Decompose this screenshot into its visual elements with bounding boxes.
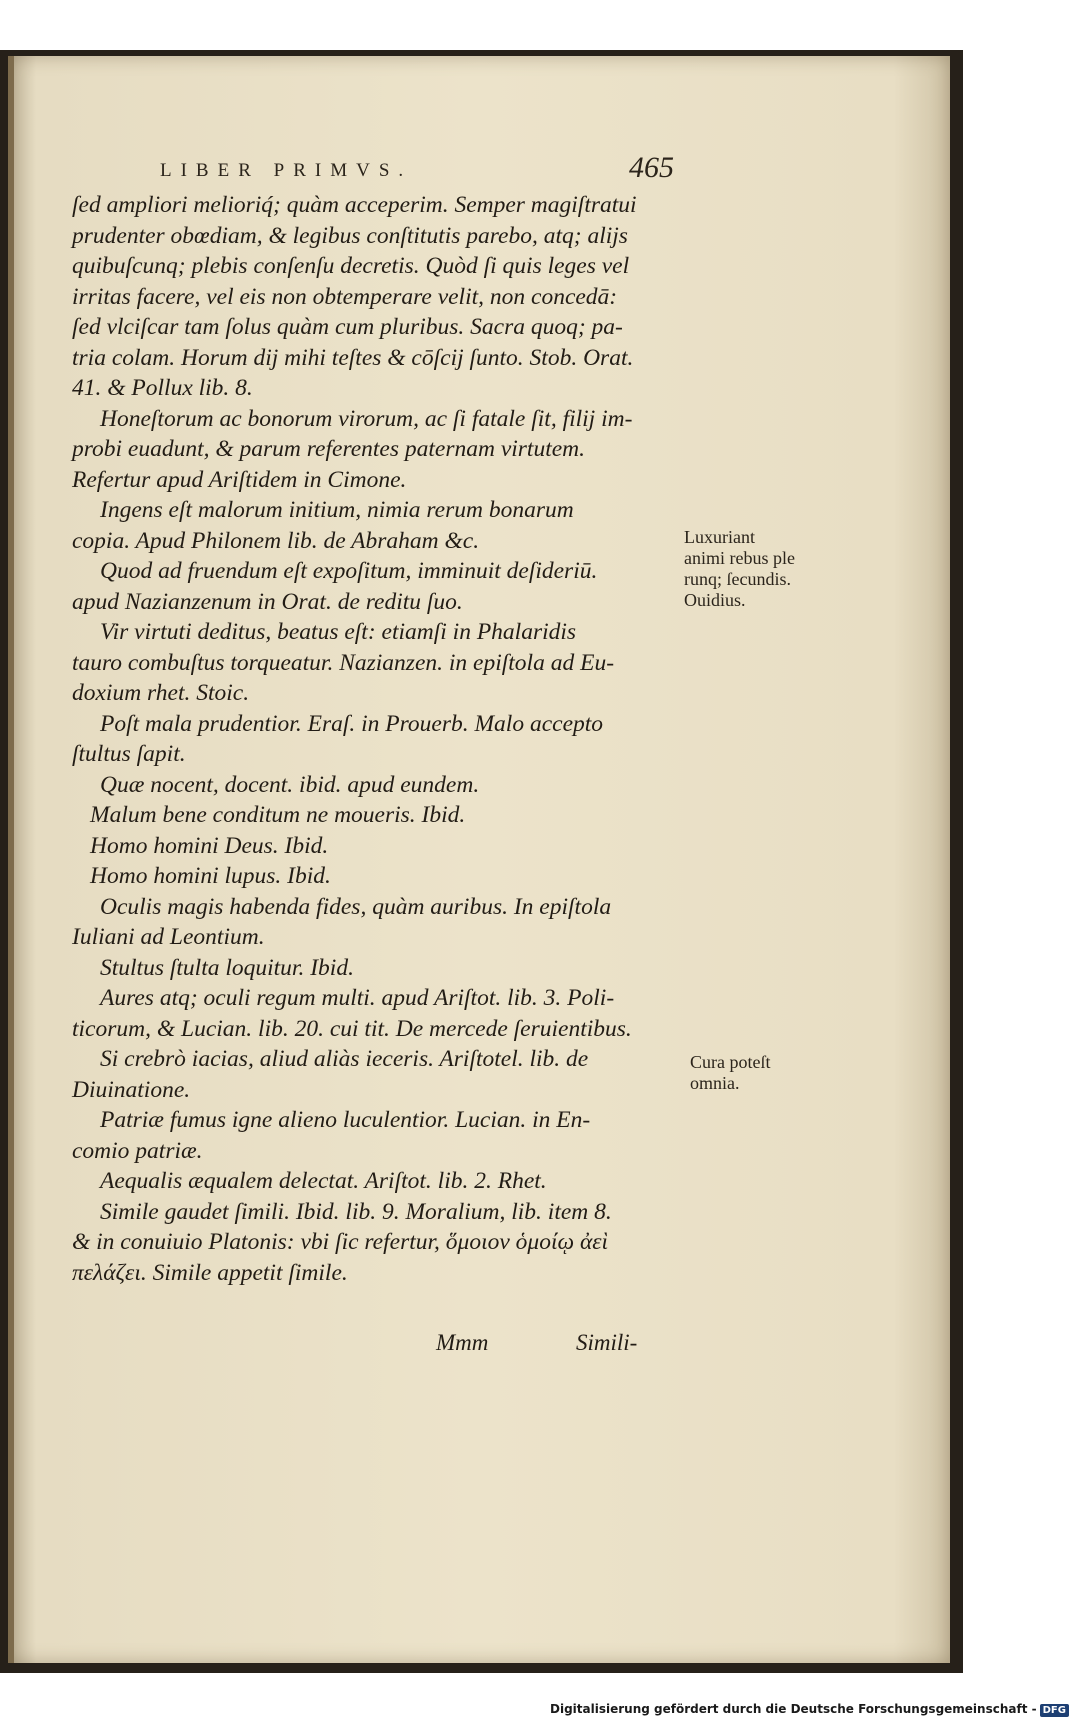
dfg-logo-icon: DFG [1040, 1704, 1069, 1717]
text-line: irritas facere, vel eis non obtemperare velit, non concedā: [72, 283, 618, 310]
margin-line: Cura poteſt [690, 1052, 771, 1072]
text-line: Homo homini Deus. Ibid. [90, 832, 329, 859]
text-line: ſtultus ſapit. [72, 741, 186, 767]
page-body-text [72, 190, 672, 1288]
text-line: comio patriæ. [72, 1137, 203, 1164]
margin-line: runq; ſecundis. [684, 569, 791, 589]
text-line: Iuliani ad Leontium. [72, 924, 265, 950]
text-line: Quod ad fruendum eſt expoſitum, imminuit deſideriū. [100, 558, 598, 584]
text-line: ſed vlciſcar tam ſolus quàm cum pluribus. Sacra quoq; pa- [72, 314, 623, 340]
text-line: Aures atq; oculi regum multi. apud Ariſtot. lib. 3. Poli- [100, 985, 615, 1011]
text-line: apud Nazianzenum in Orat. de reditu ſuo. [72, 588, 463, 615]
funding-footer [550, 1702, 1069, 1717]
text-line: 41. & Pollux lib. 8. [72, 375, 253, 401]
text-line: tria colam. Horum dij mihi teſtes & cōſcij ſunto. Stob. Orat. [72, 344, 634, 371]
margin-line: Ouidius. [684, 590, 746, 610]
page-number: 465 [629, 151, 674, 184]
catchword: Simili- [576, 1330, 638, 1355]
text-line: Patriæ fumus igne alieno luculentior. Lucian. in En- [100, 1107, 591, 1133]
margin-note-luxuriant [684, 527, 795, 611]
text-line: probi euadunt, & parum referentes paternam virtutem. [72, 436, 586, 462]
margin-note-cura [690, 1052, 770, 1094]
text-line: quibuſcunq; plebis conſenſu decretis. Quòd ſi quis leges vel [72, 253, 630, 279]
text-line: tauro combuſtus torqueatur. Nazianzen. in epiſtola ad Eu- [72, 649, 615, 676]
text-line: Honeſtorum ac bonorum virorum, ac ſi fatale ſit, filij im- [100, 405, 633, 432]
text-line: Refertur apud Ariſtidem in Cimone. [72, 466, 407, 493]
text-line: Quæ nocent, docent. ibid. apud eundem. [100, 771, 480, 798]
text-line: Stultus ſtulta loquitur. Ibid. [100, 954, 354, 981]
signature-mark: Mmm [436, 1330, 489, 1355]
text-line: copia. Apud Philonem lib. de Abraham &c. [72, 527, 480, 554]
text-line: ſed ampliori melioriq́; quàm acceperim. Semper magiſtratui [72, 192, 637, 218]
text-line: Homo homini lupus. Ibid. [90, 863, 331, 889]
text-line: doxium rhet. Stoic. [72, 680, 250, 706]
text-line: Si crebrò iacias, aliud aliàs ieceris. Ariſtotel. lib. de [100, 1046, 589, 1072]
text-line: Oculis magis habenda fides, quàm auribus. In epiſtola [100, 893, 612, 920]
text-line: Poſt mala prudentior. Eraſ. in Prouerb. Malo accepto [100, 710, 604, 737]
text-line: Malum bene conditum ne moueris. Ibid. [90, 802, 466, 828]
page-edge [8, 56, 14, 1663]
text-line: ticorum, & Lucian. lib. 20. cui tit. De mercede ſeruientibus. [72, 1015, 632, 1042]
text-line: prudenter obœdiam, & legibus conſtitutis parebo, atq; alijs [72, 222, 628, 249]
margin-line: animi rebus ple [684, 548, 795, 568]
text-line: Ingens eſt malorum initium, nimia rerum bonarum [100, 497, 574, 523]
footer-text: Digitalisierung gefördert durch die Deutsche Forschungsgemeinschaft - [550, 1702, 1037, 1716]
text-line: Aequalis æqualem delectat. Ariſtot. lib. 2. Rhet. [100, 1168, 547, 1194]
text-line: πελάζει. Simile appetit ſimile. [72, 1259, 348, 1286]
text-line: Diuinatione. [72, 1076, 191, 1103]
margin-line: omnia. [690, 1073, 740, 1093]
text-line: Simile gaudet ſimili. Ibid. lib. 9. Moralium, lib. item 8. [100, 1198, 612, 1225]
text-line: Vir virtuti deditus, beatus eſt: etiamſi in Phalaridis [100, 619, 577, 645]
margin-line: Luxuriant [684, 527, 755, 547]
running-title: LIBER PRIMVS. [160, 160, 413, 181]
text-line: & in conuiuio Platonis: vbi ſic refertur, ὅμοιον ὁμοίῳ ἀεὶ [72, 1229, 609, 1255]
